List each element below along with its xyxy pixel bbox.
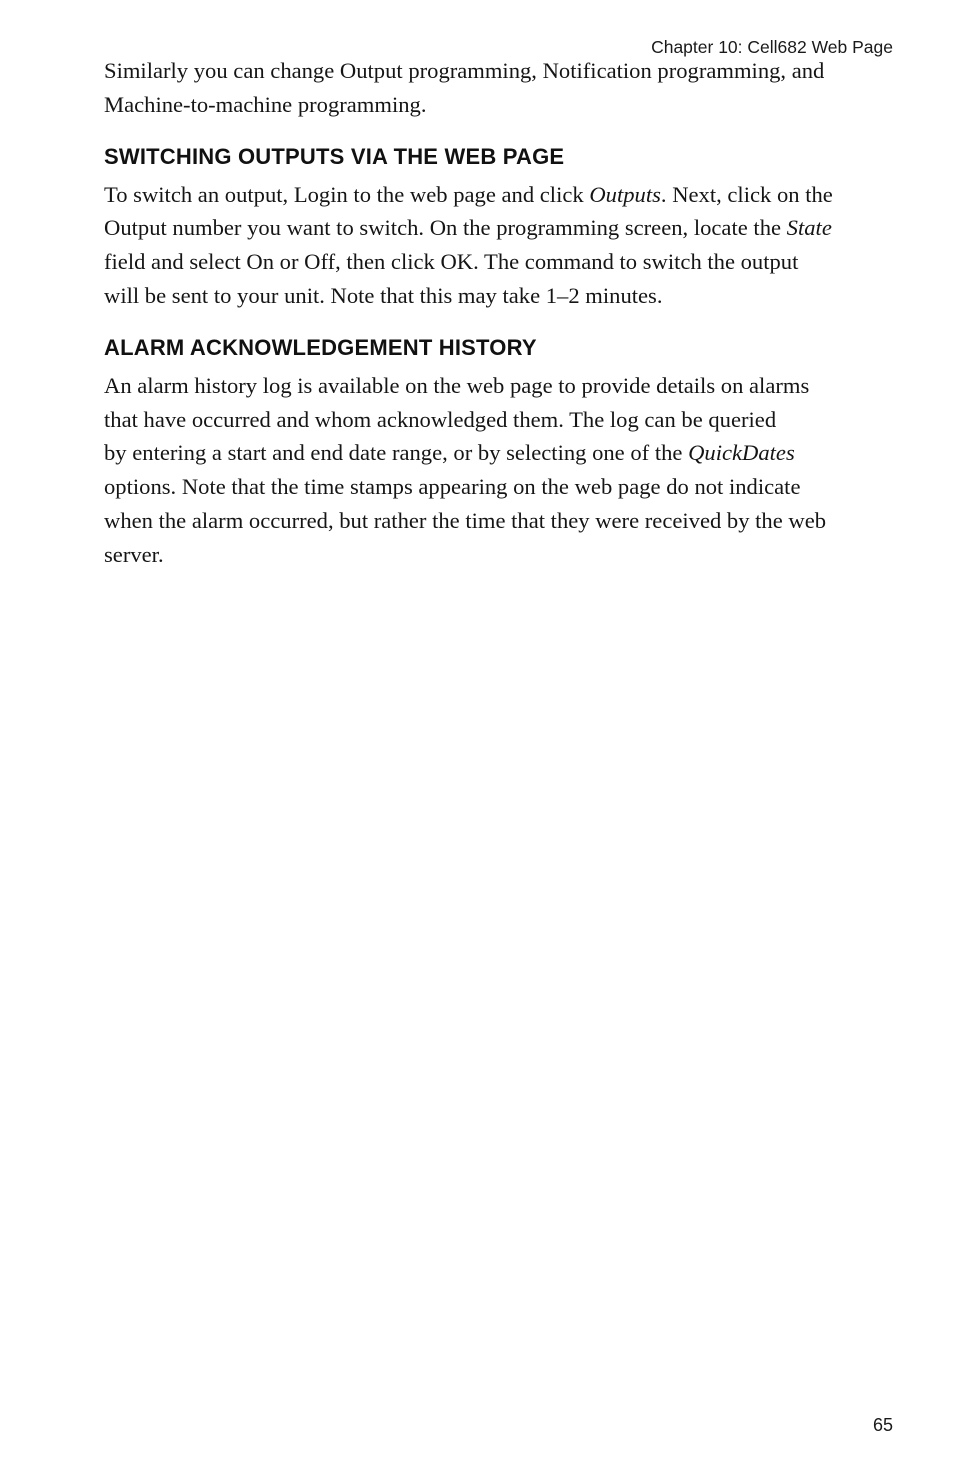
paragraph-line: server. <box>104 541 164 567</box>
intro-paragraph <box>104 54 904 122</box>
emphasis-state: State <box>786 215 832 241</box>
text-run: Output number you want to switch. On the programming screen, locate the <box>104 215 787 241</box>
emphasis-quickdates: QuickDates <box>688 440 795 466</box>
alarm-history-paragraph <box>104 369 904 572</box>
page-body <box>104 54 904 572</box>
paragraph-line: will be sent to your unit. Note that this may take 1–2 minutes. <box>104 282 663 308</box>
emphasis-outputs: Outputs <box>589 181 661 207</box>
page-number: 65 <box>872 1415 893 1435</box>
paragraph-line: An alarm history log is available on the web page to provide details on alarms <box>104 372 810 398</box>
paragraph-line: field and select On or Off, then click OK. The command to switch the output <box>104 249 799 275</box>
running-head: Chapter 10: Cell682 Web Page <box>651 37 893 57</box>
paragraph-line: when the alarm occurred, but rather the time that they were received by the web <box>104 507 827 533</box>
text-run: by entering a start and end date range, or by selecting one of the <box>104 440 689 466</box>
paragraph-line <box>104 436 904 470</box>
paragraph-line: options. Note that the time stamps appearing on the web page do not indicate <box>104 474 801 500</box>
paragraph-line <box>104 178 904 212</box>
text-run: . Next, click on the <box>660 181 833 207</box>
section-heading-switching-outputs: SWITCHING OUTPUTS VIA THE WEB PAGE <box>104 143 565 169</box>
intro-line: Similarly you can change Output programming, Notification programming, and <box>104 58 825 83</box>
text-run: To switch an output, Login to the web page and click <box>104 181 590 207</box>
section-heading-alarm-history: ALARM ACKNOWLEDGEMENT HISTORY <box>104 334 537 360</box>
intro-line: Machine-to-machine programming. <box>104 91 427 117</box>
paragraph-line <box>104 211 904 245</box>
switching-outputs-paragraph <box>104 178 904 313</box>
paragraph-line: that have occurred and whom acknowledged them. The log can be queried <box>104 406 777 432</box>
